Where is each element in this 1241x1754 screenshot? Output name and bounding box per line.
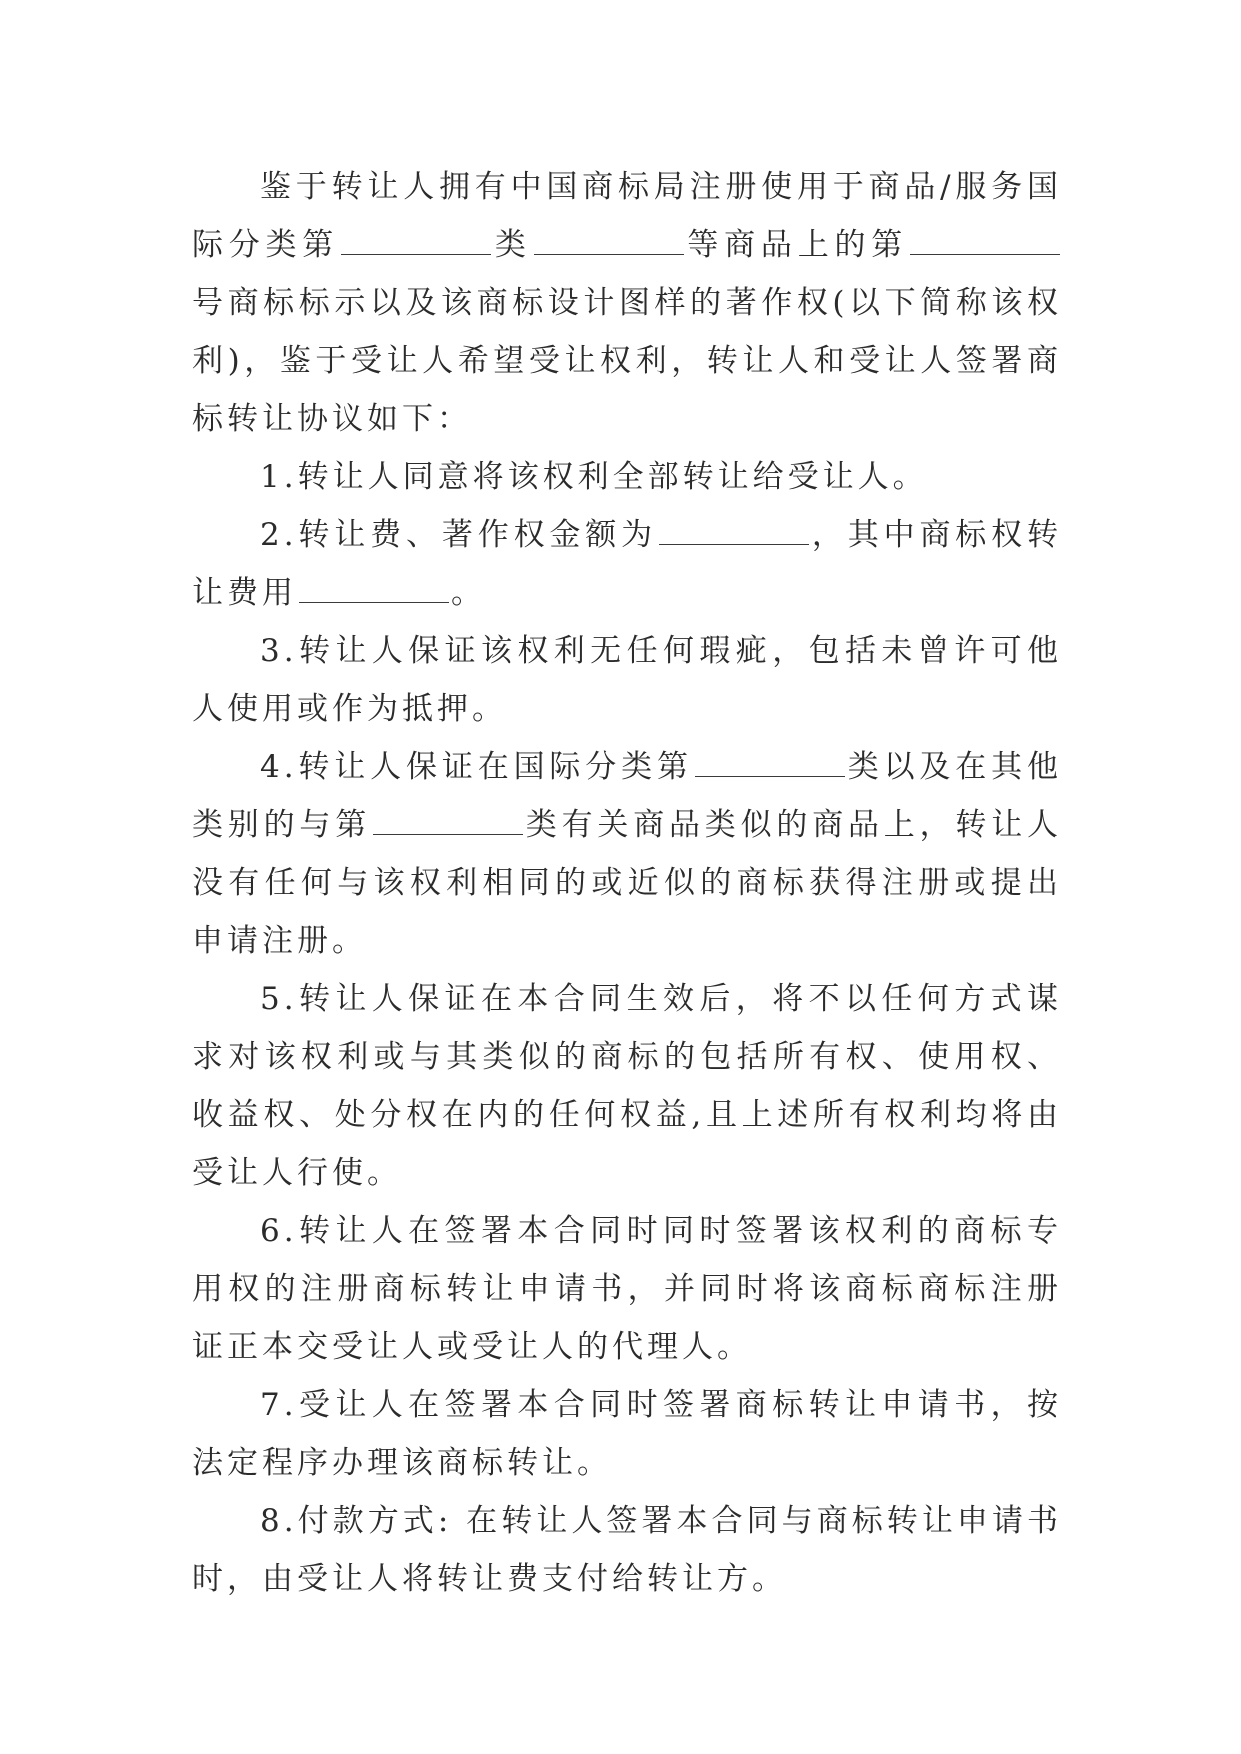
blank-related-class bbox=[373, 806, 523, 835]
clause-2-text-3: 。 bbox=[451, 575, 486, 611]
clause-8: 8.付款方式: 在转让人签署本合同与商标转让申请书时，由受让人将转让费支付给转让方。 bbox=[192, 1503, 1062, 1597]
clause-4-text-1: 4.转让人保证在国际分类第 bbox=[260, 749, 693, 785]
blank-trademark-fee bbox=[299, 574, 449, 603]
blank-transfer-amount bbox=[659, 516, 809, 545]
document-body bbox=[192, 158, 1062, 1608]
blank-class-number bbox=[341, 226, 491, 255]
intro-paragraph bbox=[192, 158, 1062, 448]
blank-class-number-2 bbox=[534, 226, 684, 255]
clause-5: 5.转让人保证在本合同生效后，将不以任何方式谋求对该权利或与其类似的商标的包括所有权、使用权、收益权、处分权在内的任何权益,且上述所有权利均将由受让人行使。 bbox=[192, 981, 1062, 1191]
blank-intl-class bbox=[695, 748, 845, 777]
clause-6: 6.转让人在签署本合同时同时签署该权利的商标专用权的注册商标转让申请书，并同时将该商标商标注册证正本交受让人或受让人的代理人。 bbox=[192, 1213, 1062, 1365]
clause-2 bbox=[192, 506, 1062, 622]
intro-text-1: 鉴于转让人拥有中国商标局注册使用于商品/服务国际分类第 bbox=[192, 169, 1062, 263]
clause-2-text-2: ，其中商标权转让费用 bbox=[192, 517, 1063, 611]
intro-text-4: 号商标标示以及该商标设计图样的著作权(以下简称该权利)，鉴于受让人希望受让权利，转让人和受让人签署商标转让协议如下： bbox=[192, 285, 1062, 437]
intro-text-2: 类 bbox=[493, 227, 532, 263]
clause-4-text-3: 类有关商品类似的商品上，转让人没有任何与该权利相同的或近似的商标获得注册或提出申请注册。 bbox=[192, 807, 1062, 959]
blank-trademark-number bbox=[910, 226, 1060, 255]
clause-7: 7.受让人在签署本合同时签署商标转让申请书，按法定程序办理该商标转让。 bbox=[192, 1387, 1062, 1481]
clause-3: 3.转让人保证该权利无任何瑕疵，包括未曾许可他人使用或作为抵押。 bbox=[192, 633, 1062, 727]
clause-4 bbox=[192, 738, 1062, 970]
clause-1: 1.转让人同意将该权利全部转让给受让人。 bbox=[260, 459, 928, 495]
intro-text-3: 等商品上的第 bbox=[685, 227, 909, 263]
clause-4-text-2: 类以及在其他类别的与第 bbox=[192, 749, 1062, 843]
clause-2-text-1: 2.转让费、著作权金额为 bbox=[260, 517, 658, 553]
